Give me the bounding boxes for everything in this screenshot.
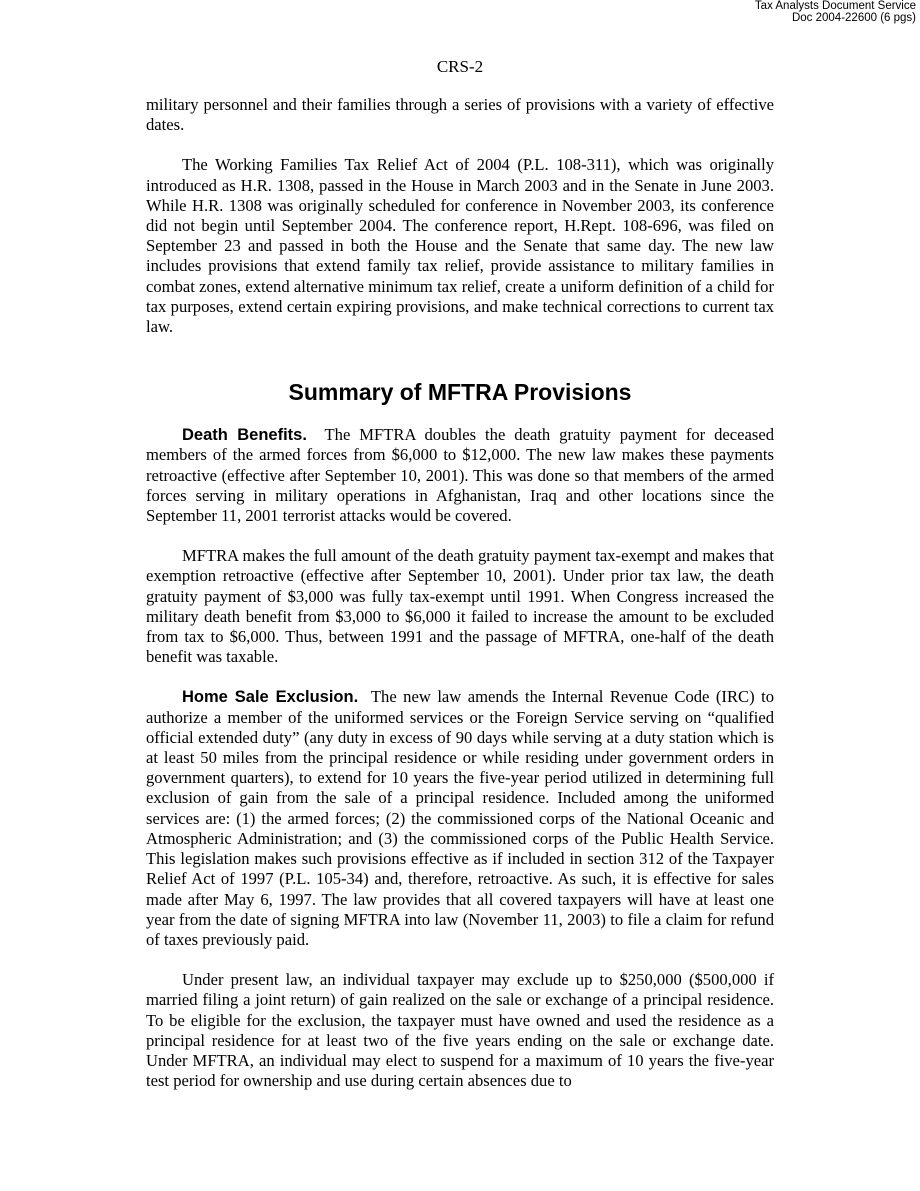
paragraph-working-families-act: The Working Families Tax Relief Act of 2004 (P.L. 108-311), which was originally introduced as H.R. 1308, passed in the House in March 2003 and in the Senate in June 2003. While H.R. 1308 was originally scheduled for conference in November 2003, its conference did not begin until September 2004. The conference report, H.Rept. 108-696, was filed on September 23 and passed in both the House and the Senate that same day. The new law includes provisions that extend family tax relief, provide assistance to military families in combat zones, extend alternative minimum tax relief, create a uniform definition of a child for tax purposes, extend certain expiring provisions, and make technical corrections to current tax law. bbox=[146, 155, 774, 337]
home-sale-text: The new law amends the Internal Revenue Code (IRC) to authorize a member of the uniformed services or the Foreign Service serving on “qualified official extended duty” (any duty in excess of 90 days while serving at a duty station which is at least 50 miles from the principal residence or while residing under government orders in government quarters), to extend for 10 years the five-year period utilized in determining full exclusion of gain from the sale of a principal residence. Included among the uniformed services are: (1) the armed forces; (2) the commissioned corps of the National Oceanic and Atmospheric Administration; and (3) the commissioned corps of the Public Health Service. This legislation makes such provisions effective as if included in section 312 of the Taxpayer Relief Act of 1997 (P.L. 105-34) and, therefore, retroactive. As such, it is effective for sales made after May 6, 1997. The law provides that all covered taxpayers will have at least one year from the date of signing MFTRA into law (November 11, 2003) to file a claim for refund of taxes previously paid. bbox=[146, 687, 775, 949]
home-sale-heading: Home Sale Exclusion. bbox=[182, 688, 359, 707]
page-number: CRS-2 bbox=[436, 57, 484, 76]
paragraph-continued: military personnel and their families through a series of provisions with a variety of effective dates. bbox=[146, 95, 774, 135]
document-id: Doc 2004-22600 (6 pgs) bbox=[791, 12, 916, 24]
service-name: Tax Analysts Document Service bbox=[754, 0, 916, 12]
death-benefits-heading: Death Benefits. bbox=[182, 426, 307, 445]
paragraph-home-sale bbox=[146, 687, 774, 950]
paragraph-death-gratuity-tax: MFTRA makes the full amount of the death gratuity payment tax-exempt and makes that exemption retroactive (effective after September 10, 2001). Under prior tax law, the death gratuity payment of $3,000 was fully tax-exempt until 1991. When Congress increased the military death benefit from $3,000 to $6,000 it failed to increase the amount to be excluded from tax to $6,000. Thus, between 1991 and the passage of MFTRA, one-half of the death benefit was taxable. bbox=[146, 546, 774, 667]
death-benefits-text: The MFTRA doubles the death gratuity payment for deceased members of the armed forces from $6,000 to $12,000. The new law makes these payments retroactive (effective after September 10, 2001). This was done so that members of the armed forces serving in military operations in Afghanistan, Iraq and other locations since the September 11, 2001 terrorist attacks would be covered. bbox=[146, 425, 775, 526]
paragraph-present-law: Under present law, an individual taxpayer may exclude up to $250,000 ($500,000 if married filing a joint return) of gain realized on the sale or exchange of a principal residence. To be eligible for the exclusion, the taxpayer must have owned and used the residence as a principal residence for at least two of the five years ending on the sale or exchange date. Under MFTRA, an individual may elect to suspend for a maximum of 10 years the five-year test period for ownership and use during certain absences due to bbox=[146, 970, 774, 1091]
section-heading: Summary of MFTRA Provisions bbox=[288, 379, 632, 406]
document-body bbox=[146, 95, 774, 1111]
paragraph-death-benefits bbox=[146, 425, 774, 526]
document-service-tag bbox=[755, 0, 916, 24]
